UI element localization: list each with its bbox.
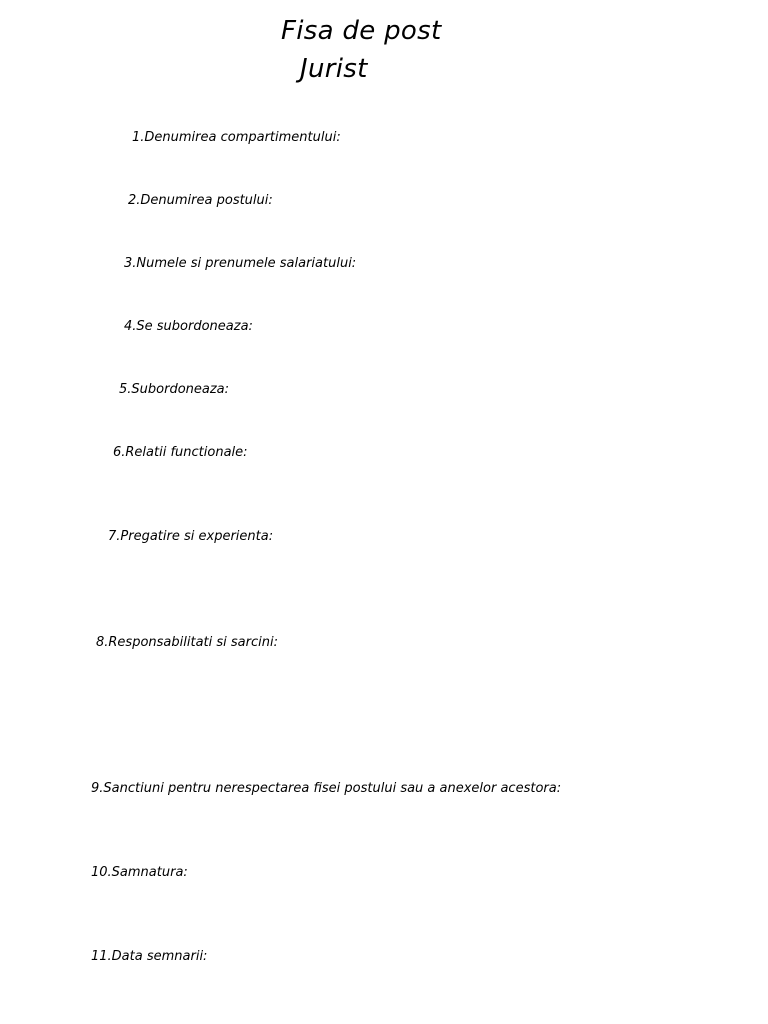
- field-employee-name: 3.Numele si prenumele salariatului:: [124, 256, 357, 271]
- field-signature: 10.Samnatura:: [91, 865, 188, 880]
- document-subtitle: Jurist: [300, 54, 368, 84]
- field-department-name: 1.Denumirea compartimentului:: [132, 130, 341, 145]
- field-reports-to: 4.Se subordoneaza:: [124, 319, 253, 334]
- field-signing-date: 11.Data semnarii:: [91, 949, 208, 964]
- document-title: Fisa de post: [281, 16, 442, 46]
- field-training-experience: 7.Pregatire si experienta:: [108, 529, 274, 544]
- field-position-name: 2.Denumirea postului:: [128, 193, 273, 208]
- field-responsibilities: 8.Responsabilitati si sarcini:: [96, 635, 278, 650]
- field-subordinates: 5.Subordoneaza:: [119, 382, 230, 397]
- field-sanctions: 9.Sanctiuni pentru nerespectarea fisei postului sau a anexelor acestora:: [91, 781, 562, 796]
- field-functional-relations: 6.Relatii functionale:: [113, 445, 248, 460]
